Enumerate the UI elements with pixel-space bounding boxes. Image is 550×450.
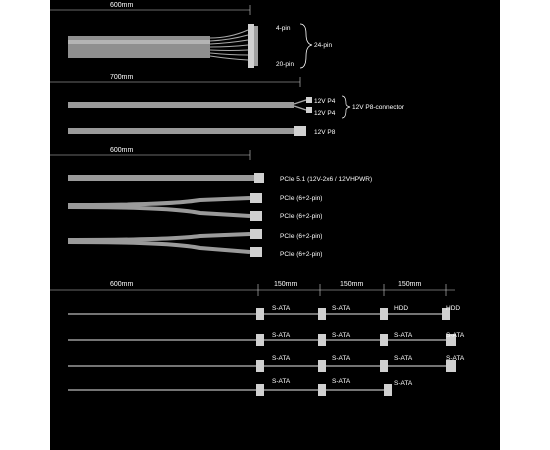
row3-label-3: S-ATA — [394, 355, 413, 362]
row2-label-4: S-ATA — [446, 332, 465, 339]
cpu-brace — [342, 96, 350, 118]
cpu-p4-cable — [68, 102, 294, 108]
cpu-p4b-label: 12V P4 — [314, 110, 336, 117]
atx-length-label: 600mm — [110, 2, 134, 9]
cpu-cable-group — [50, 74, 405, 136]
row2-label-1: S-ATA — [272, 332, 291, 339]
pcie-a-label: PCIe (6+2-pin) — [280, 195, 323, 202]
row2-connector-1 — [256, 334, 264, 346]
row3-connector-3 — [380, 360, 388, 372]
row4-connector-2 — [318, 384, 326, 396]
row1-label-2: S-ATA — [332, 305, 351, 312]
row4-label-3: S-ATA — [394, 380, 413, 387]
pcie-length-label: 600mm — [110, 147, 134, 154]
pcie-cable-d — [68, 242, 250, 252]
row4-label-2: S-ATA — [332, 378, 351, 385]
row4-label-1: S-ATA — [272, 378, 291, 385]
cpu-p4a-label: 12V P4 — [314, 98, 336, 105]
atx-brace — [300, 24, 312, 68]
row2-connector-2 — [318, 334, 326, 346]
atx-4pin-label: 4-pin — [276, 25, 291, 32]
peripheral-cable-group — [50, 281, 465, 396]
cpu-p8-label: 12V P8 — [314, 129, 336, 136]
cpu-p8-connector-label: 12V P8-connector — [352, 104, 405, 111]
row3-connector-2 — [318, 360, 326, 372]
atx-20pin-label: 20-pin — [276, 61, 295, 68]
pcie-cable-a — [68, 198, 250, 205]
atx-connector-latch — [254, 26, 258, 66]
row3-label-4: S-ATA — [446, 355, 465, 362]
diagram-panel — [50, 0, 500, 450]
row4-connector-3 — [384, 384, 392, 396]
pcie5-connector — [254, 173, 264, 183]
pcie-cable-b — [68, 207, 250, 216]
pcie-connector-b — [250, 211, 262, 221]
atx-24pin-label: 24-pin — [314, 42, 333, 49]
cpu-p4-split — [294, 100, 306, 110]
pcie-connector-c — [250, 229, 262, 239]
pcie-connector-a — [250, 193, 262, 203]
pcie5-cable — [68, 175, 254, 181]
pcie-cable-c — [68, 234, 250, 240]
row1-label-4: HDD — [446, 305, 461, 312]
row1-connector-2 — [318, 308, 326, 320]
atx-cable-sheen — [68, 40, 210, 44]
atx-cable-group — [50, 2, 332, 68]
row2-connector-3 — [380, 334, 388, 346]
pcie-d-label: PCIe (6+2-pin) — [280, 251, 323, 258]
cpu-p8-cable — [68, 128, 294, 134]
pcie-cable-group — [50, 147, 372, 258]
psu-cable-diagram — [50, 0, 500, 450]
pcie-b-label: PCIe (6+2-pin) — [280, 213, 323, 220]
row2-label-3: S-ATA — [394, 332, 413, 339]
atx-wire-fan — [210, 30, 248, 60]
cpu-length-label: 700mm — [110, 74, 134, 81]
atx-cable-bundle — [68, 36, 210, 58]
cpu-p4b-connector — [306, 107, 312, 113]
row4-connector-1 — [256, 384, 264, 396]
row2-label-2: S-ATA — [332, 332, 351, 339]
row3-label-1: S-ATA — [272, 355, 291, 362]
row1-label-3: HDD — [394, 305, 409, 312]
row3-label-2: S-ATA — [332, 355, 351, 362]
row3-connector-1 — [256, 360, 264, 372]
row1-connector-3 — [380, 308, 388, 320]
peripheral-length-seg3: 150mm — [398, 281, 422, 288]
peripheral-length-main: 600mm — [110, 281, 134, 288]
pcie5-label: PCIe 5.1 (12V-2x6 / 12VHPWR) — [280, 176, 373, 183]
pcie-connector-d — [250, 247, 262, 257]
cpu-p4a-connector — [306, 97, 312, 103]
row1-connector-1 — [256, 308, 264, 320]
peripheral-length-seg1: 150mm — [274, 281, 298, 288]
peripheral-length-seg2: 150mm — [340, 281, 364, 288]
cpu-p8-connector — [294, 126, 306, 136]
row1-label-1: S-ATA — [272, 305, 291, 312]
atx-connector-body — [248, 24, 254, 68]
pcie-c-label: PCIe (6+2-pin) — [280, 233, 323, 240]
